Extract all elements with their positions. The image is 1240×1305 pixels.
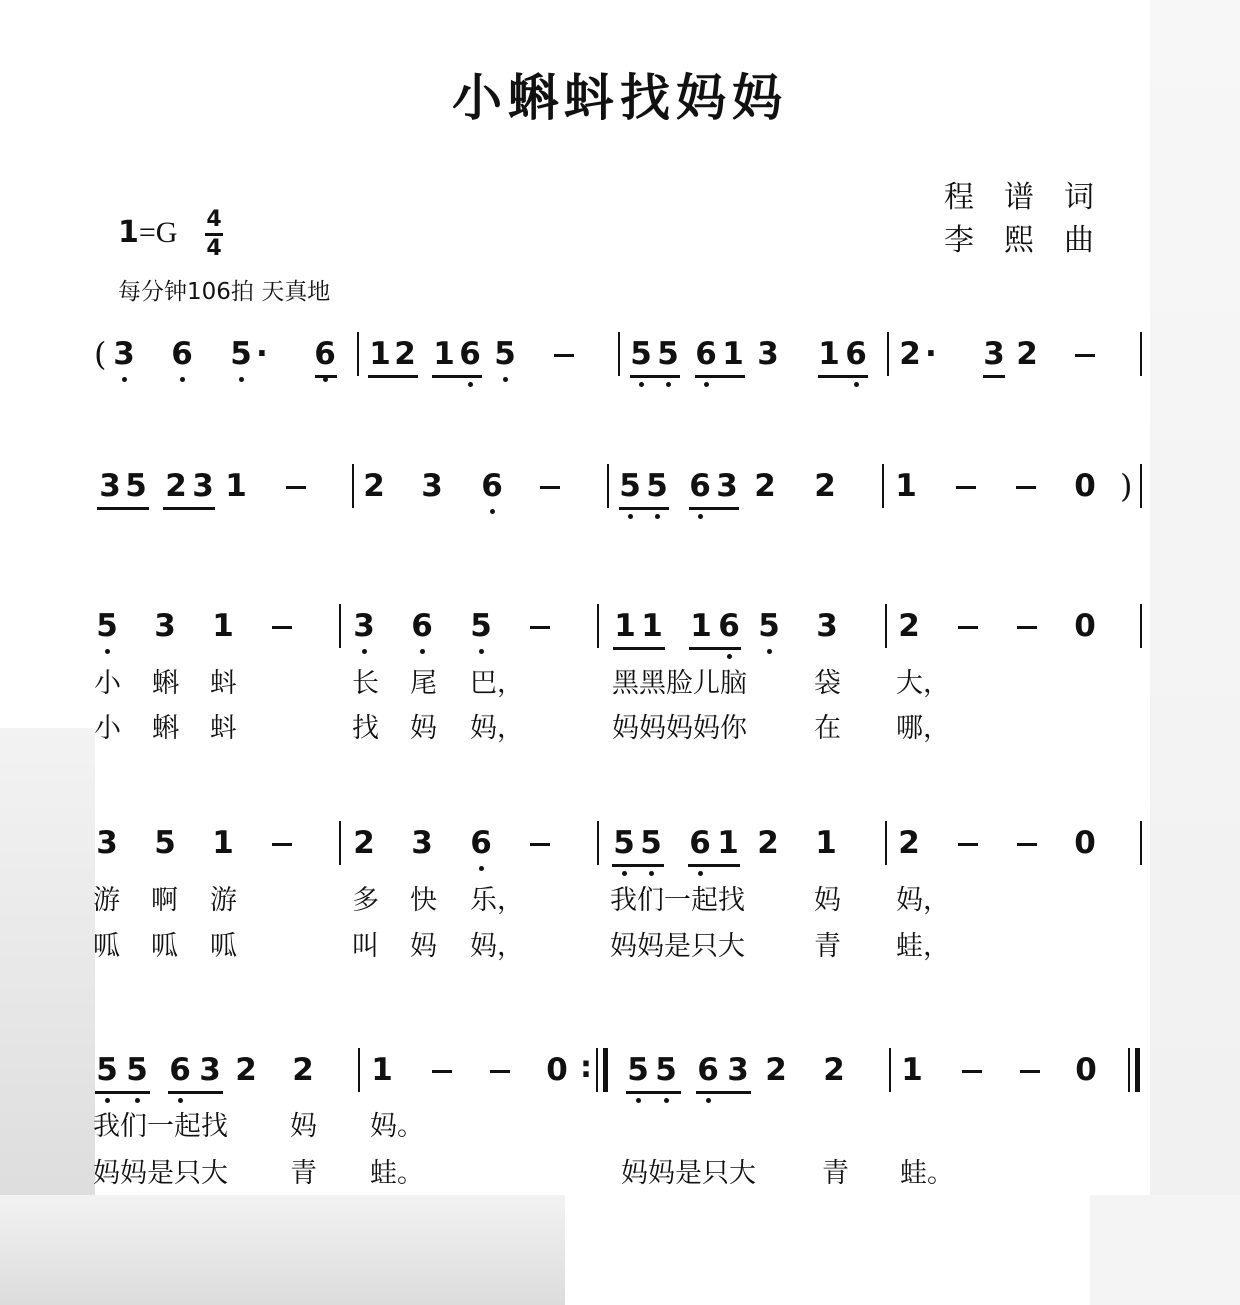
- key-number: 1: [118, 215, 139, 250]
- lyric: 妈: [814, 885, 841, 916]
- note: 3: [816, 608, 838, 644]
- beam: [612, 864, 664, 867]
- beam: [689, 647, 741, 650]
- extension-dash: [530, 843, 550, 846]
- barline: [885, 821, 887, 865]
- extension-dash: [272, 843, 292, 846]
- note: 5: [628, 336, 654, 372]
- note: 2: [363, 468, 385, 504]
- note: 5: [756, 608, 782, 644]
- barline: [1128, 1048, 1130, 1092]
- open-paren: (: [94, 335, 107, 373]
- barline: [596, 1048, 598, 1092]
- extension-dash: [272, 626, 292, 629]
- note: 3: [111, 336, 137, 372]
- extension-dash: [962, 1070, 982, 1073]
- note: 1: [641, 608, 663, 644]
- note: 2: [757, 825, 779, 861]
- note: 6: [716, 608, 742, 644]
- barline: [352, 464, 354, 508]
- note: 6: [169, 336, 195, 372]
- beam: [630, 375, 680, 378]
- extension-dash: [1020, 1070, 1040, 1073]
- note: 2: [353, 825, 375, 861]
- note: 6: [468, 825, 494, 861]
- note: 1: [722, 336, 744, 372]
- lyric: 小: [94, 668, 121, 699]
- beam: [696, 1091, 751, 1094]
- extension-dash: [958, 843, 978, 846]
- lyric: 小: [94, 713, 121, 744]
- barline: [339, 604, 341, 648]
- final-barline: [1135, 1048, 1140, 1092]
- time-signature-top: 4: [206, 207, 222, 232]
- key-name: =G: [138, 216, 178, 249]
- key-signature: [118, 215, 177, 250]
- barline: [885, 604, 887, 648]
- beam: [688, 864, 740, 867]
- note: 2: [765, 1052, 787, 1088]
- song-title: 小蝌蚪找妈妈: [452, 68, 788, 127]
- lyric: 青: [290, 1158, 317, 1189]
- lyric: 长: [352, 668, 379, 699]
- lyric: 啊: [151, 885, 178, 916]
- lyric: 哪，: [896, 713, 950, 744]
- note: 5: [617, 468, 643, 504]
- extension-dash: [554, 354, 574, 357]
- note: 3: [351, 608, 377, 644]
- lyric: 乐，: [470, 885, 524, 916]
- note: 6: [409, 608, 435, 644]
- lyric: 妈妈是只大: [93, 1158, 228, 1189]
- note: 1: [371, 1052, 393, 1088]
- note: 2: [823, 1052, 845, 1088]
- note: 5: [94, 608, 120, 644]
- beam: [97, 507, 149, 510]
- note: 1: [369, 336, 391, 372]
- lyric: 蛙。: [900, 1158, 954, 1189]
- note: 0: [1074, 608, 1096, 644]
- lyricist-credit: 程谱词: [944, 180, 1124, 215]
- note: 3: [154, 608, 176, 644]
- note: 2: [754, 468, 776, 504]
- close-paren: ): [1120, 467, 1133, 505]
- note: 3: [192, 468, 214, 504]
- note: 6: [167, 1052, 193, 1088]
- note: 6: [843, 336, 869, 372]
- beam: [619, 507, 669, 510]
- barline: [1140, 604, 1142, 648]
- beam: [818, 375, 868, 378]
- beam: [983, 375, 1005, 378]
- note: 1: [818, 336, 840, 372]
- lyric: 妈: [410, 931, 437, 962]
- lyric: 妈，: [896, 885, 950, 916]
- note: 5: [638, 825, 664, 861]
- background-shade: [0, 1195, 565, 1305]
- barline: [1140, 821, 1142, 865]
- barline: [358, 1048, 360, 1092]
- note: 1: [212, 825, 234, 861]
- beam: [95, 1091, 150, 1094]
- note: 2: [292, 1052, 314, 1088]
- note: 5: [611, 825, 637, 861]
- note: 3: [716, 468, 738, 504]
- note: 2: [814, 468, 836, 504]
- note: 5: [653, 1052, 679, 1088]
- beam: [613, 647, 665, 650]
- note: 3: [983, 336, 1005, 372]
- barline: [1140, 464, 1142, 508]
- beam: [168, 1091, 223, 1094]
- extension-dash: [490, 1070, 510, 1073]
- note: 6: [695, 1052, 721, 1088]
- extension-dash: [530, 626, 550, 629]
- note: 2: [898, 825, 920, 861]
- extension-dash: [958, 626, 978, 629]
- lyric: 叫: [352, 931, 379, 962]
- lyric: 妈。: [370, 1111, 424, 1142]
- lyric: 妈，: [470, 931, 524, 962]
- lyric: 妈，: [470, 713, 524, 744]
- lyric: 妈妈是只大: [610, 931, 745, 962]
- extension-dash: [286, 486, 306, 489]
- repeat-end-barline: [603, 1048, 608, 1092]
- note: 0: [1075, 1052, 1097, 1088]
- extension-dash: [540, 486, 560, 489]
- lyric: 在: [814, 713, 841, 744]
- barline: [339, 821, 341, 865]
- note: 6: [479, 468, 505, 504]
- lyric: 袋: [814, 668, 841, 699]
- lyric: 我们一起找: [93, 1111, 228, 1142]
- lyric: 多: [352, 885, 379, 916]
- note: 1: [225, 468, 247, 504]
- barline: [618, 332, 620, 376]
- lyric: 妈妈妈妈你: [612, 713, 747, 744]
- barline: [889, 1048, 891, 1092]
- lyric: 妈: [410, 713, 437, 744]
- note: 1: [901, 1052, 923, 1088]
- extension-dash: [1016, 486, 1036, 489]
- lyric: 大，: [896, 668, 950, 699]
- beam: [626, 1091, 681, 1094]
- note: 5: [625, 1052, 651, 1088]
- augmentation-dot: ·: [925, 336, 937, 372]
- composer-credit: 李熙曲: [944, 223, 1124, 258]
- page-edge-shade: [1090, 1195, 1240, 1305]
- lyric: 呱: [93, 931, 120, 962]
- tempo-marking: 每分钟106拍 天真地: [118, 279, 331, 305]
- note: 1: [717, 825, 739, 861]
- note: 3: [727, 1052, 749, 1088]
- beam: [432, 375, 482, 378]
- note: 5: [644, 468, 670, 504]
- beam: [695, 375, 745, 378]
- barline: [357, 332, 359, 376]
- lyric: 妈妈是只大: [621, 1158, 756, 1189]
- note: 5: [492, 336, 518, 372]
- barline: [607, 464, 609, 508]
- lyric: 青: [822, 1158, 849, 1189]
- extension-dash: [432, 1070, 452, 1073]
- time-signature: [205, 208, 223, 261]
- lyric: 呱: [210, 931, 237, 962]
- note: 6: [687, 825, 713, 861]
- note: 2: [394, 336, 416, 372]
- note: 2: [235, 1052, 257, 1088]
- lyric: 呱: [151, 931, 178, 962]
- lyric: 蛙，: [896, 931, 950, 962]
- note: 6: [312, 336, 338, 372]
- extension-dash: [956, 486, 976, 489]
- lyric: 快: [410, 885, 437, 916]
- lyric: 尾: [410, 668, 437, 699]
- note: 1: [690, 608, 712, 644]
- extension-dash: [1017, 626, 1037, 629]
- note: 1: [433, 336, 455, 372]
- lyric: 蝌: [152, 713, 179, 744]
- note: 3: [757, 336, 779, 372]
- note: 6: [693, 336, 719, 372]
- note: 3: [96, 825, 118, 861]
- note: 0: [1074, 825, 1096, 861]
- lyric: 妈: [290, 1111, 317, 1142]
- beam: [163, 507, 215, 510]
- lyric: 蛙。: [370, 1158, 424, 1189]
- note: 6: [687, 468, 713, 504]
- note: 1: [895, 468, 917, 504]
- lyric: 我们一起找: [610, 885, 745, 916]
- barline: [1140, 332, 1142, 376]
- note: 0: [546, 1052, 568, 1088]
- barline: [597, 604, 599, 648]
- lyric: 蚪: [210, 713, 237, 744]
- extension-dash: [1075, 354, 1095, 357]
- note: 0: [1074, 468, 1096, 504]
- augmentation-dot: ·: [256, 336, 268, 372]
- note: 5: [94, 1052, 120, 1088]
- lyric: 巴，: [470, 668, 524, 699]
- lyric: 蚪: [210, 668, 237, 699]
- note: 5: [125, 468, 147, 504]
- lyric: 黑黑脸儿脑: [612, 668, 747, 699]
- note: 5: [655, 336, 681, 372]
- barline: [887, 332, 889, 376]
- beam: [689, 507, 739, 510]
- lyric: 游: [93, 885, 120, 916]
- note: 2: [899, 336, 921, 372]
- barline: [597, 821, 599, 865]
- lyric: 游: [210, 885, 237, 916]
- note: 3: [411, 825, 433, 861]
- note: 1: [212, 608, 234, 644]
- note: 1: [815, 825, 837, 861]
- note: 6: [457, 336, 483, 372]
- time-signature-bottom: 4: [206, 236, 222, 261]
- lyric: 青: [814, 931, 841, 962]
- note: 2: [1016, 336, 1038, 372]
- note: 2: [165, 468, 187, 504]
- note: 2: [898, 608, 920, 644]
- lyric: 找: [352, 713, 379, 744]
- barline: [882, 464, 884, 508]
- repeat-dots: :: [580, 1050, 592, 1085]
- note: 5: [124, 1052, 150, 1088]
- beam: [315, 375, 337, 378]
- note: 3: [99, 468, 121, 504]
- note: 3: [421, 468, 443, 504]
- beam: [368, 375, 418, 378]
- note: 5: [468, 608, 494, 644]
- lyric: 蝌: [152, 668, 179, 699]
- extension-dash: [1017, 843, 1037, 846]
- note: 1: [614, 608, 636, 644]
- note: 5: [228, 336, 254, 372]
- page-edge-shade: [1150, 0, 1240, 1305]
- note: 3: [199, 1052, 221, 1088]
- note: 5: [154, 825, 176, 861]
